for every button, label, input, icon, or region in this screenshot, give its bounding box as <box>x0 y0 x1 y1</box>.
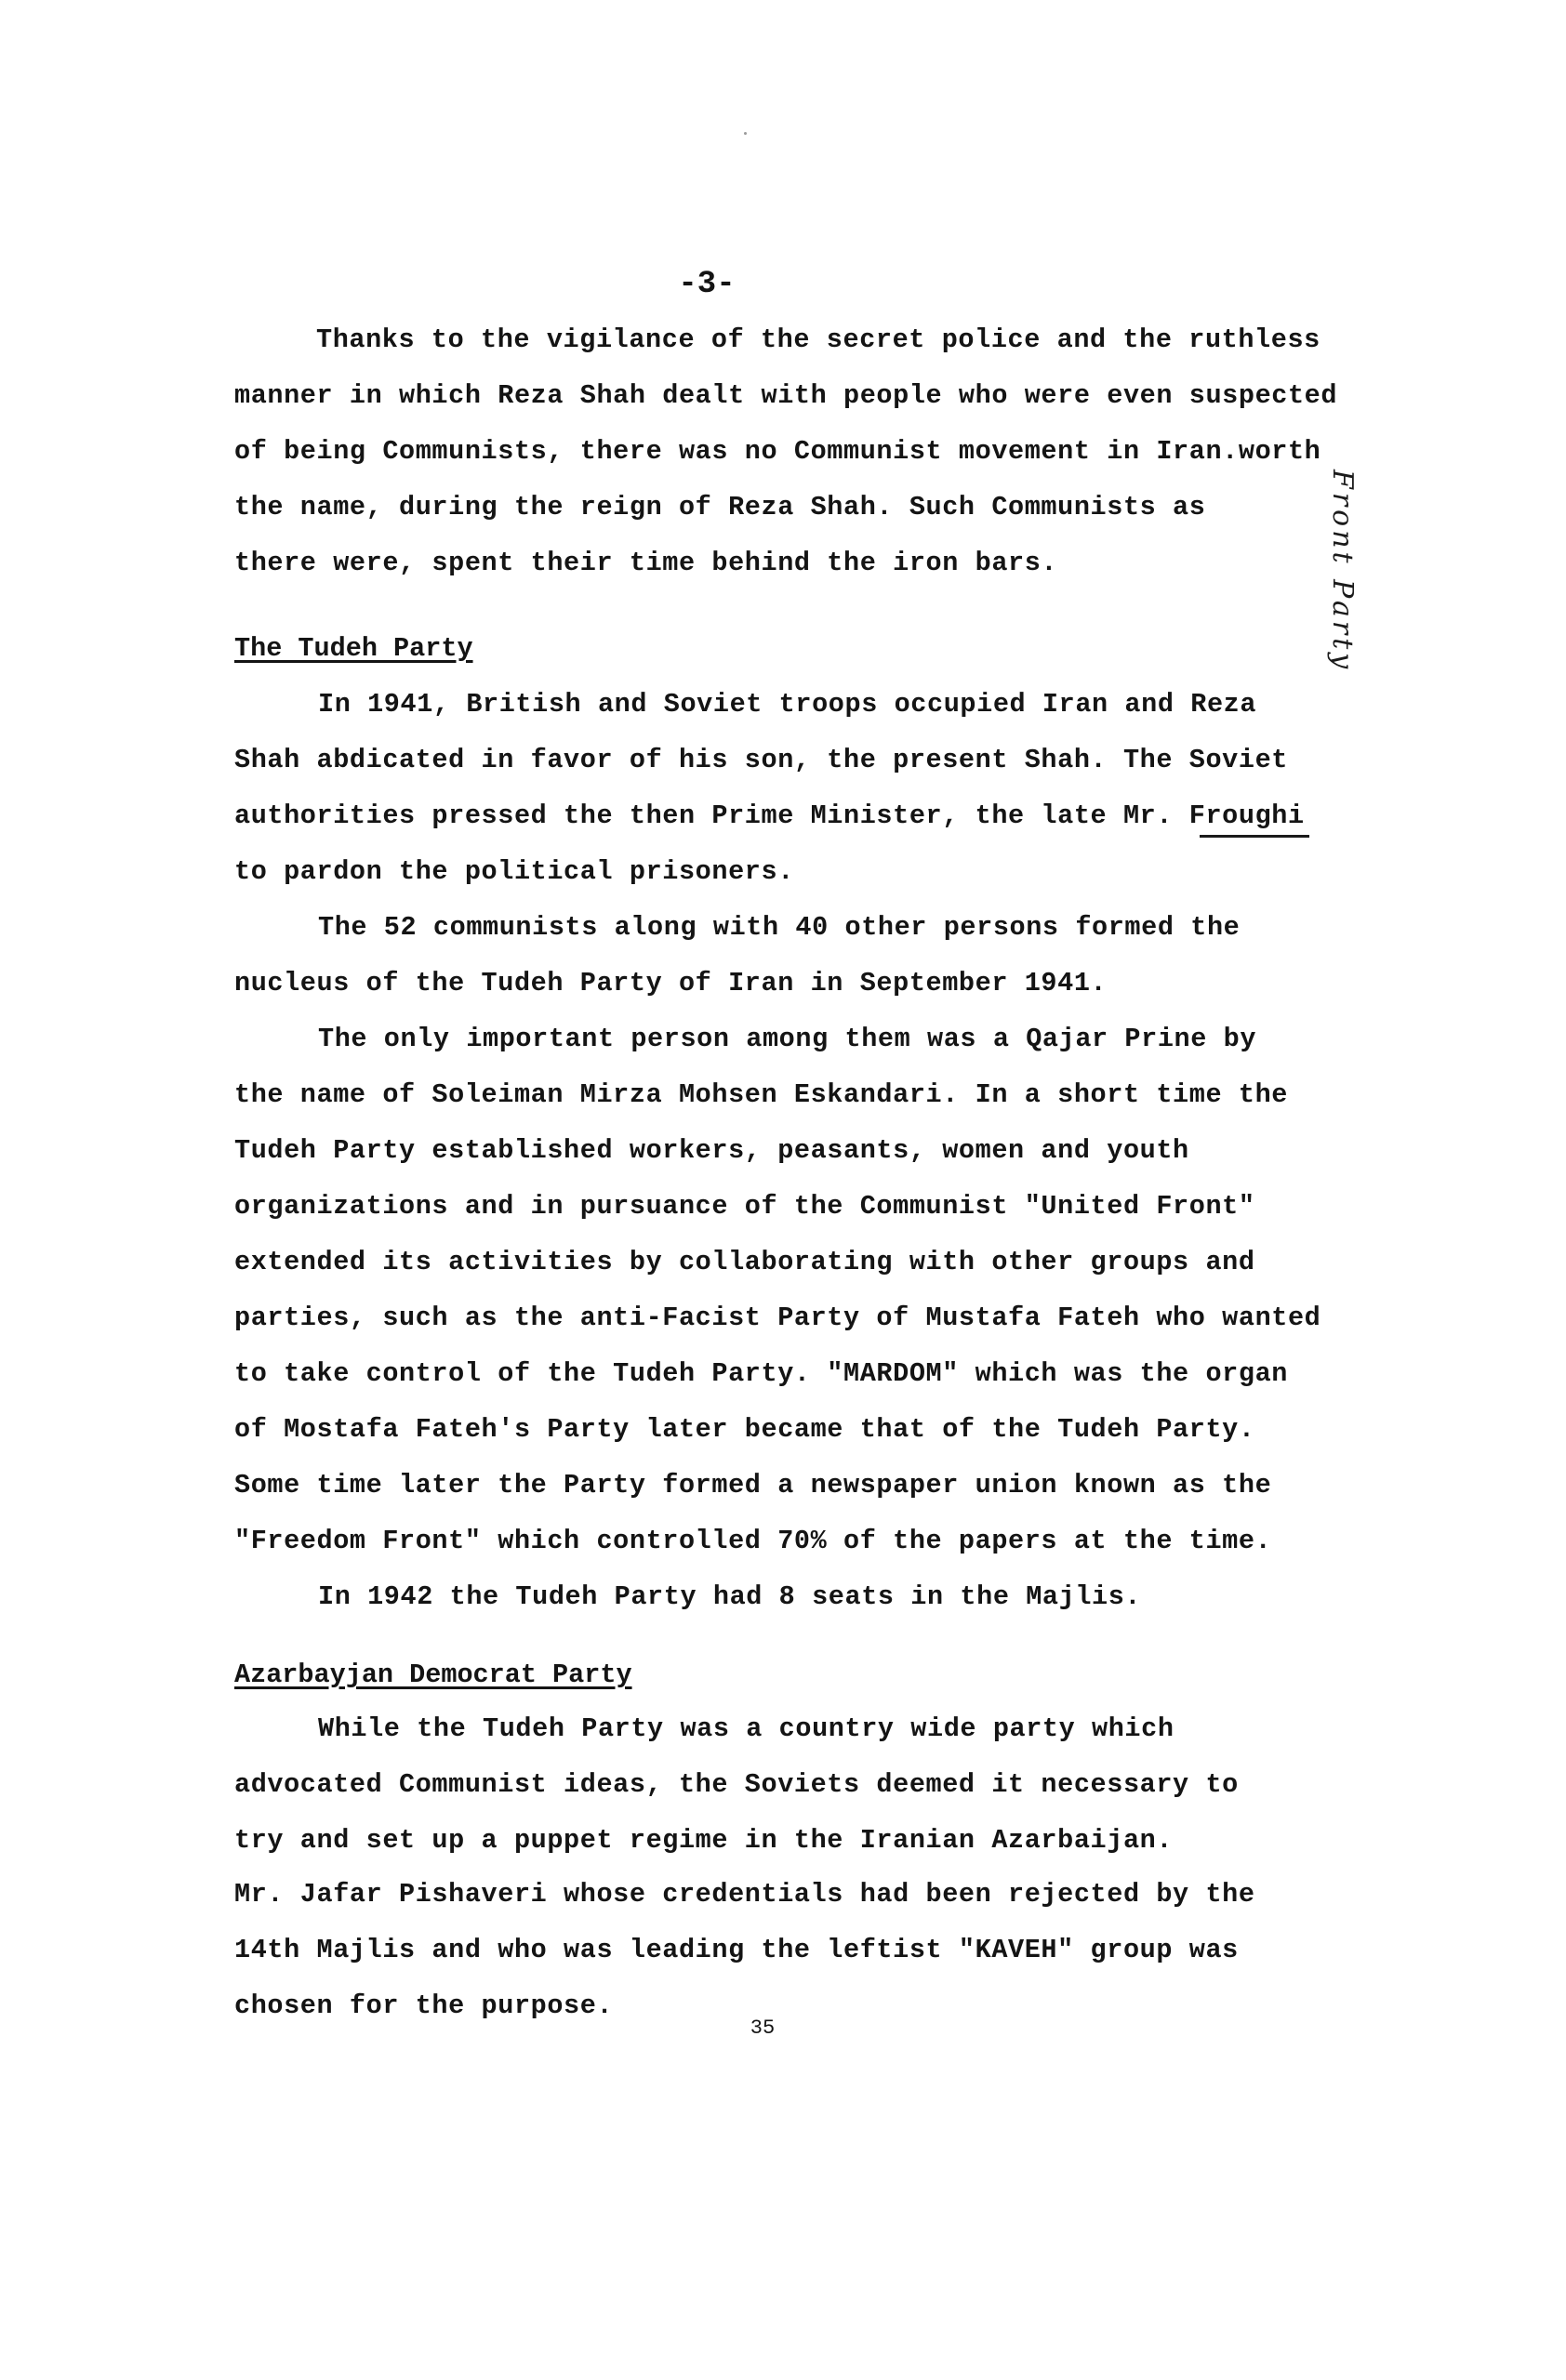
intro-line: there were, spent their time behind the iron bars. <box>234 548 1058 578</box>
intro-line: Thanks to the vigilance of the secret police and the ruthless <box>316 324 1320 355</box>
section-heading-tudeh-party: The Tudeh Party <box>234 633 473 664</box>
section-heading-azarbayjan-democrat-party: Azarbayjan Democrat Party <box>234 1659 632 1690</box>
tudeh-line: Some time later the Party formed a newspaper union known as the <box>234 1470 1272 1501</box>
tudeh-line: extended its activities by collaborating with other groups and <box>234 1247 1255 1277</box>
tudeh-line: parties, such as the anti-Facist Party of Mustafa Fateh who wanted <box>234 1302 1321 1333</box>
intro-line: of being Communists, there was no Communist movement in Iran.worth <box>234 436 1321 467</box>
tudeh-line: The 52 communists along with 40 other persons formed the <box>318 912 1241 943</box>
tudeh-line: the name of Soleiman Mirza Mohsen Eskandari. In a short time the <box>234 1079 1288 1110</box>
tudeh-line: "Freedom Front" which controlled 70% of the papers at the time. <box>234 1526 1272 1556</box>
scan-speck <box>744 132 747 135</box>
tudeh-line: of Mostafa Fateh's Party later became that of the Tudeh Party. <box>234 1414 1255 1445</box>
azar-line: 14th Majlis and who was leading the leftist "KAVEH" group was <box>234 1935 1239 1965</box>
intro-line: the name, during the reign of Reza Shah. Such Communists as <box>234 492 1206 522</box>
handwritten-margin-note <box>1320 469 1395 748</box>
tudeh-line: In 1941, British and Soviet troops occupied Iran and Reza <box>318 689 1257 720</box>
page-number: -3- <box>678 267 736 302</box>
tudeh-line: organizations and in pursuance of the Communist "United Front" <box>234 1191 1255 1222</box>
margin-note-text: Front Party <box>1326 469 1359 673</box>
tudeh-line: Shah abdicated in favor of his son, the present Shah. The Soviet <box>234 745 1288 775</box>
azar-line: try and set up a puppet regime in the Iranian Azarbaijan. <box>234 1825 1174 1856</box>
tudeh-line: to take control of the Tudeh Party. "MARDOM" which was the organ <box>234 1358 1288 1389</box>
tudeh-line: Tudeh Party established workers, peasants, women and youth <box>234 1135 1189 1166</box>
azar-line: Mr. Jafar Pishaveri whose credentials had been rejected by the <box>234 1879 1255 1910</box>
azar-line: chosen for the purpose. <box>234 1990 614 2021</box>
tudeh-line: nucleus of the Tudeh Party of Iran in September 1941. <box>234 968 1108 998</box>
tudeh-line: The only important person among them was a Qajar Prine by <box>318 1024 1257 1054</box>
tudeh-line: to pardon the political prisoners. <box>234 856 794 887</box>
tudeh-line: In 1942 the Tudeh Party had 8 seats in the Majlis. <box>318 1581 1142 1612</box>
handwritten-underline <box>1200 835 1309 838</box>
footer-page-number: 35 <box>750 2016 776 2040</box>
tudeh-line: authorities pressed the then Prime Minister, the late Mr. Froughi <box>234 800 1305 831</box>
azar-line: While the Tudeh Party was a country wide party which <box>318 1713 1174 1744</box>
azar-line: advocated Communist ideas, the Soviets deemed it necessary to <box>234 1769 1239 1800</box>
intro-line: manner in which Reza Shah dealt with people who were even suspected <box>234 380 1338 411</box>
